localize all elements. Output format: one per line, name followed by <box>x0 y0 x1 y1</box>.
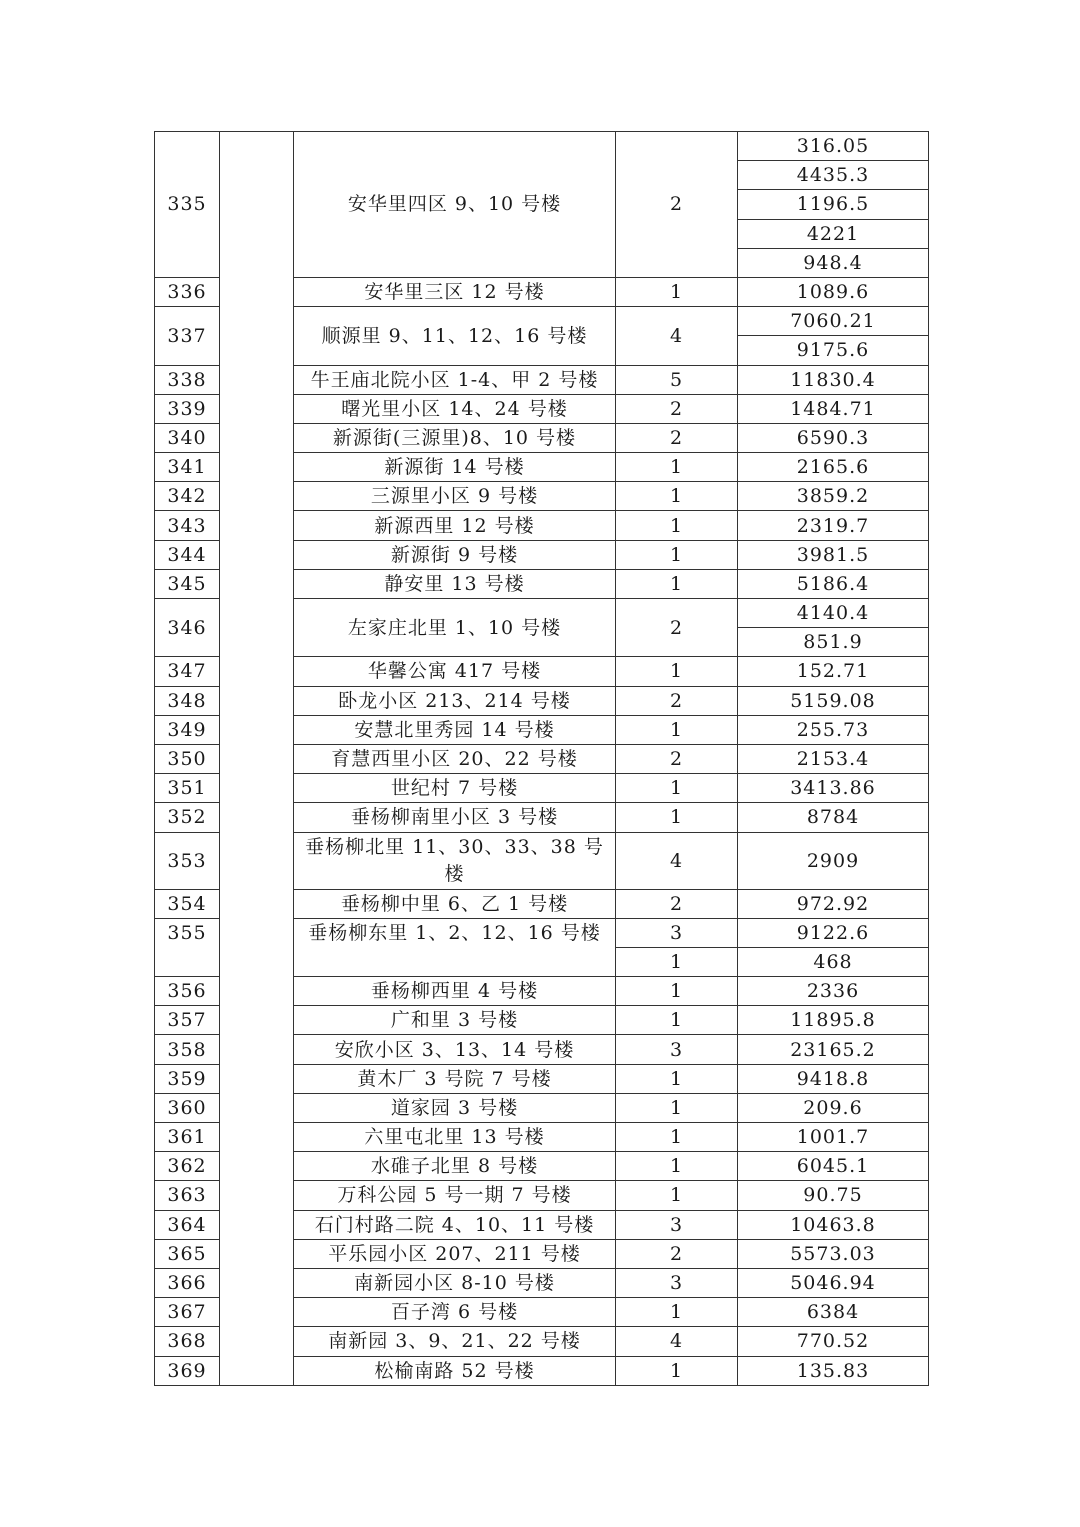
building-area: 3413.86 <box>738 774 929 803</box>
building-name: 垂杨柳西里 4 号楼 <box>294 977 616 1006</box>
building-name: 黄木厂 3 号院 7 号楼 <box>294 1064 616 1093</box>
building-area: 90.75 <box>738 1181 929 1210</box>
building-area: 3981.5 <box>738 540 929 569</box>
building-name: 道家园 3 号楼 <box>294 1093 616 1122</box>
building-count: 1 <box>616 715 738 744</box>
building-count: 2 <box>616 423 738 452</box>
building-count: 1 <box>616 1064 738 1093</box>
building-area: 9418.8 <box>738 1064 929 1093</box>
building-area: 2909 <box>738 832 929 889</box>
row-number: 345 <box>155 569 220 598</box>
building-name: 安华里四区 9、10 号楼 <box>294 132 616 278</box>
row-number: 358 <box>155 1035 220 1064</box>
building-area: 9175.6 <box>738 336 929 365</box>
building-name: 牛王庙北院小区 1-4、甲 2 号楼 <box>294 365 616 394</box>
building-name: 育慧西里小区 20、22 号楼 <box>294 744 616 773</box>
building-area: 2165.6 <box>738 453 929 482</box>
building-area: 972.92 <box>738 889 929 918</box>
row-number: 363 <box>155 1181 220 1210</box>
building-area: 851.9 <box>738 628 929 657</box>
building-area: 3859.2 <box>738 482 929 511</box>
building-count: 2 <box>616 889 738 918</box>
building-count: 4 <box>616 832 738 889</box>
building-area: 5046.94 <box>738 1268 929 1297</box>
building-area: 1196.5 <box>738 190 929 219</box>
building-area: 23165.2 <box>738 1035 929 1064</box>
building-area: 11895.8 <box>738 1006 929 1035</box>
row-number: 351 <box>155 774 220 803</box>
building-name: 垂杨柳南里小区 3 号楼 <box>294 803 616 832</box>
building-area: 1484.71 <box>738 394 929 423</box>
building-count: 1 <box>616 1356 738 1385</box>
building-name: 新源街 9 号楼 <box>294 540 616 569</box>
row-number: 339 <box>155 394 220 423</box>
building-name: 新源西里 12 号楼 <box>294 511 616 540</box>
building-count: 1 <box>616 482 738 511</box>
building-name: 左家庄北里 1、10 号楼 <box>294 599 616 657</box>
building-area: 4221 <box>738 219 929 248</box>
building-count: 1 <box>616 453 738 482</box>
building-count: 2 <box>616 599 738 657</box>
building-name: 南新园小区 8-10 号楼 <box>294 1268 616 1297</box>
building-name: 卧龙小区 213、214 号楼 <box>294 686 616 715</box>
building-name: 垂杨柳中里 6、乙 1 号楼 <box>294 889 616 918</box>
row-number: 357 <box>155 1006 220 1035</box>
building-name: 安欣小区 3、13、14 号楼 <box>294 1035 616 1064</box>
building-name: 万科公园 5 号一期 7 号楼 <box>294 1181 616 1210</box>
building-name: 新源街 14 号楼 <box>294 453 616 482</box>
building-count: 1 <box>616 511 738 540</box>
building-count: 3 <box>616 1268 738 1297</box>
row-number: 336 <box>155 277 220 306</box>
building-name: 安华里三区 12 号楼 <box>294 277 616 306</box>
building-name: 百子湾 6 号楼 <box>294 1298 616 1327</box>
building-area: 1089.6 <box>738 277 929 306</box>
row-number: 362 <box>155 1152 220 1181</box>
building-area: 6384 <box>738 1298 929 1327</box>
row-number: 335 <box>155 132 220 278</box>
row-number: 354 <box>155 889 220 918</box>
building-name: 垂杨柳东里 1、2、12、16 号楼 <box>294 918 616 947</box>
building-area: 152.71 <box>738 657 929 686</box>
row-number: 366 <box>155 1268 220 1297</box>
building-area: 948.4 <box>738 248 929 277</box>
building-name: 曙光里小区 14、24 号楼 <box>294 394 616 423</box>
building-area: 135.83 <box>738 1356 929 1385</box>
building-area: 2336 <box>738 977 929 1006</box>
row-number: 349 <box>155 715 220 744</box>
row-number: 342 <box>155 482 220 511</box>
building-area: 11830.4 <box>738 365 929 394</box>
row-number: 338 <box>155 365 220 394</box>
building-name: 松榆南路 52 号楼 <box>294 1356 616 1385</box>
building-name-continued <box>294 947 616 976</box>
row-number: 352 <box>155 803 220 832</box>
building-count: 1 <box>616 803 738 832</box>
row-number: 368 <box>155 1327 220 1356</box>
building-area: 2153.4 <box>738 744 929 773</box>
building-name: 广和里 3 号楼 <box>294 1006 616 1035</box>
row-number: 369 <box>155 1356 220 1385</box>
building-name: 新源街(三源里)8、10 号楼 <box>294 423 616 452</box>
building-count: 2 <box>616 1239 738 1268</box>
building-area: 2319.7 <box>738 511 929 540</box>
building-count: 1 <box>616 1298 738 1327</box>
building-name: 六里屯北里 13 号楼 <box>294 1123 616 1152</box>
row-number: 340 <box>155 423 220 452</box>
row-number: 361 <box>155 1123 220 1152</box>
building-area: 770.52 <box>738 1327 929 1356</box>
building-area: 4435.3 <box>738 161 929 190</box>
building-count: 5 <box>616 365 738 394</box>
building-name: 世纪村 7 号楼 <box>294 774 616 803</box>
row-number: 365 <box>155 1239 220 1268</box>
building-count: 3 <box>616 1210 738 1239</box>
building-count: 1 <box>616 1152 738 1181</box>
building-list-table <box>154 131 929 1386</box>
building-name: 三源里小区 9 号楼 <box>294 482 616 511</box>
building-count: 1 <box>616 947 738 976</box>
row-number: 353 <box>155 832 220 889</box>
building-count: 1 <box>616 1006 738 1035</box>
building-area: 9122.6 <box>738 918 929 947</box>
row-number: 367 <box>155 1298 220 1327</box>
row-number: 343 <box>155 511 220 540</box>
building-area: 5573.03 <box>738 1239 929 1268</box>
row-number: 344 <box>155 540 220 569</box>
building-area: 5159.08 <box>738 686 929 715</box>
district-column <box>220 132 294 1386</box>
building-count: 1 <box>616 1093 738 1122</box>
building-area: 6045.1 <box>738 1152 929 1181</box>
building-area: 4140.4 <box>738 599 929 628</box>
row-number: 346 <box>155 599 220 657</box>
row-number: 347 <box>155 657 220 686</box>
building-count: 1 <box>616 977 738 1006</box>
building-count: 1 <box>616 1181 738 1210</box>
building-count: 3 <box>616 918 738 947</box>
building-count: 4 <box>616 307 738 365</box>
building-count: 2 <box>616 132 738 278</box>
building-name: 垂杨柳北里 11、30、33、38 号楼 <box>294 832 616 889</box>
building-name: 水碓子北里 8 号楼 <box>294 1152 616 1181</box>
building-count: 1 <box>616 1123 738 1152</box>
building-count: 1 <box>616 540 738 569</box>
building-area: 468 <box>738 947 929 976</box>
table-row <box>155 132 929 161</box>
row-number: 360 <box>155 1093 220 1122</box>
building-count: 2 <box>616 686 738 715</box>
building-area: 7060.21 <box>738 307 929 336</box>
row-number: 356 <box>155 977 220 1006</box>
building-area: 6590.3 <box>738 423 929 452</box>
row-number: 359 <box>155 1064 220 1093</box>
row-number: 350 <box>155 744 220 773</box>
building-area: 1001.7 <box>738 1123 929 1152</box>
building-name: 南新园 3、9、21、22 号楼 <box>294 1327 616 1356</box>
row-number: 341 <box>155 453 220 482</box>
row-number: 337 <box>155 307 220 365</box>
building-area: 316.05 <box>738 132 929 161</box>
building-count: 3 <box>616 1035 738 1064</box>
building-name: 石门村路二院 4、10、11 号楼 <box>294 1210 616 1239</box>
building-count: 1 <box>616 657 738 686</box>
table-body <box>155 132 929 1386</box>
building-count: 1 <box>616 277 738 306</box>
row-number: 364 <box>155 1210 220 1239</box>
row-number: 355 <box>155 918 220 976</box>
building-name: 平乐园小区 207、211 号楼 <box>294 1239 616 1268</box>
building-area: 209.6 <box>738 1093 929 1122</box>
building-area: 10463.8 <box>738 1210 929 1239</box>
building-name: 华馨公寓 417 号楼 <box>294 657 616 686</box>
building-name: 安慧北里秀园 14 号楼 <box>294 715 616 744</box>
building-name: 静安里 13 号楼 <box>294 569 616 598</box>
building-count: 2 <box>616 394 738 423</box>
building-area: 8784 <box>738 803 929 832</box>
building-area: 5186.4 <box>738 569 929 598</box>
building-count: 2 <box>616 744 738 773</box>
building-count: 1 <box>616 774 738 803</box>
building-count: 4 <box>616 1327 738 1356</box>
building-name: 顺源里 9、11、12、16 号楼 <box>294 307 616 365</box>
row-number: 348 <box>155 686 220 715</box>
building-area: 255.73 <box>738 715 929 744</box>
building-count: 1 <box>616 569 738 598</box>
